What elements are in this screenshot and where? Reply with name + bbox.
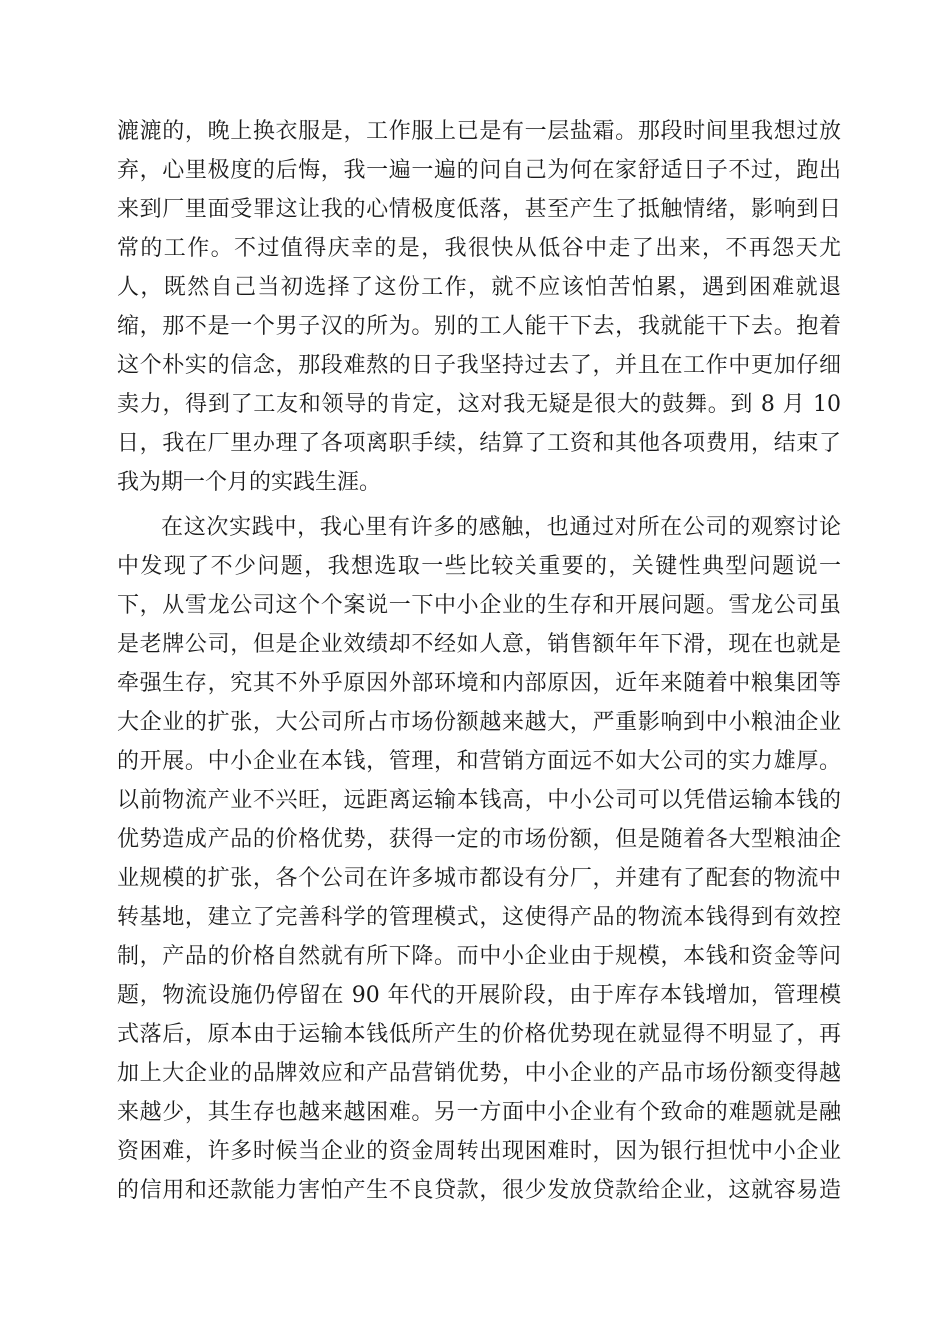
paragraph-line: 我为期一个月的实践生涯。 (117, 470, 382, 495)
paragraph-line: 日，我在厂里办理了各项离职手续，结算了工资和其他各项费用，结束了 (117, 431, 841, 456)
paragraph-line: 常的工作。不过值得庆幸的是，我很快从低谷中走了出来，不再怨天尤 (117, 236, 841, 261)
paragraph-line: 卖力，得到了工友和领导的肯定，这对我无疑是很大的鼓舞。到 8 月 10 (117, 392, 841, 417)
paragraph-line: 牵强生存，究其不外乎原因外部环境和内部原因，近年来随着中粮集团等 (117, 671, 841, 696)
paragraph-line: 加上大企业的品牌效应和产品营销优势，中小企业的产品市场份额变得越 (117, 1061, 841, 1086)
paragraph-line: 来越少，其生存也越来越困难。另一方面中小企业有个致命的难题就是融 (117, 1100, 841, 1125)
paragraph-line: 这个朴实的信念，那段难熬的日子我坚持过去了，并且在工作中更加仔细 (117, 353, 841, 378)
paragraph-line: 转基地，建立了完善科学的管理模式，这使得产品的物流本钱得到有效控 (117, 905, 841, 930)
paragraph-line: 大企业的扩张，大公司所占市场份额越来越大，严重影响到中小粮油企业 (117, 710, 841, 735)
paragraph-line: 以前物流产业不兴旺，远距离运输本钱高，中小公司可以凭借运输本钱的 (117, 788, 841, 813)
paragraph-line: 式落后，原本由于运输本钱低所产生的价格优势现在就显得不明显了，再 (117, 1022, 841, 1047)
paragraph-line: 的信用和还款能力害怕产生不良贷款，很少发放贷款给企业，这就容易造 (117, 1178, 841, 1203)
paragraph-2 (117, 508, 841, 1210)
paragraph-line: 资困难，许多时候当企业的资金周转出现困难时，因为银行担忧中小企业 (117, 1139, 841, 1164)
paragraph-line: 的开展。中小企业在本钱，管理，和营销方面远不如大公司的实力雄厚。 (117, 749, 841, 774)
paragraph-1 (117, 112, 841, 502)
paragraph-line: 人，既然自己当初选择了这份工作，就不应该怕苦怕累，遇到困难就退 (117, 275, 841, 300)
paragraph-line: 在这次实践中，我心里有许多的感触，也通过对所在公司的观察讨论 (161, 515, 841, 540)
paragraph-line: 来到厂里面受罪这让我的心情极度低落，甚至产生了抵触情绪，影响到日 (117, 197, 841, 222)
paragraph-line: 制，产品的价格自然就有所下降。而中小企业由于规模，本钱和资金等问 (117, 944, 841, 969)
paragraph-line: 业规模的扩张，各个公司在许多城市都设有分厂，并建有了配套的物流中 (117, 866, 841, 891)
paragraph-line: 缩，那不是一个男子汉的所为。别的工人能干下去，我就能干下去。抱着 (117, 314, 841, 339)
paragraph-line: 弃，心里极度的后悔，我一遍一遍的问自己为何在家舒适日子不过，跑出 (117, 158, 841, 183)
paragraph-line: 漉漉的，晚上换衣服是，工作服上已是有一层盐霜。那段时间里我想过放 (117, 119, 841, 144)
paragraph-line: 中发现了不少问题，我想选取一些比较关重要的，关键性典型问题说一 (117, 554, 841, 579)
paragraph-line: 下，从雪龙公司这个个案说一下中小企业的生存和开展问题。雪龙公司虽 (117, 593, 841, 618)
paragraph-line: 优势造成产品的价格优势，获得一定的市场份额，但是随着各大型粮油企 (117, 827, 841, 852)
paragraph-line: 题，物流设施仍停留在 90 年代的开展阶段，由于库存本钱增加，管理模 (117, 983, 841, 1008)
paragraph-line: 是老牌公司，但是企业效绩却不经如人意，销售额年年下滑，现在也就是 (117, 632, 841, 657)
